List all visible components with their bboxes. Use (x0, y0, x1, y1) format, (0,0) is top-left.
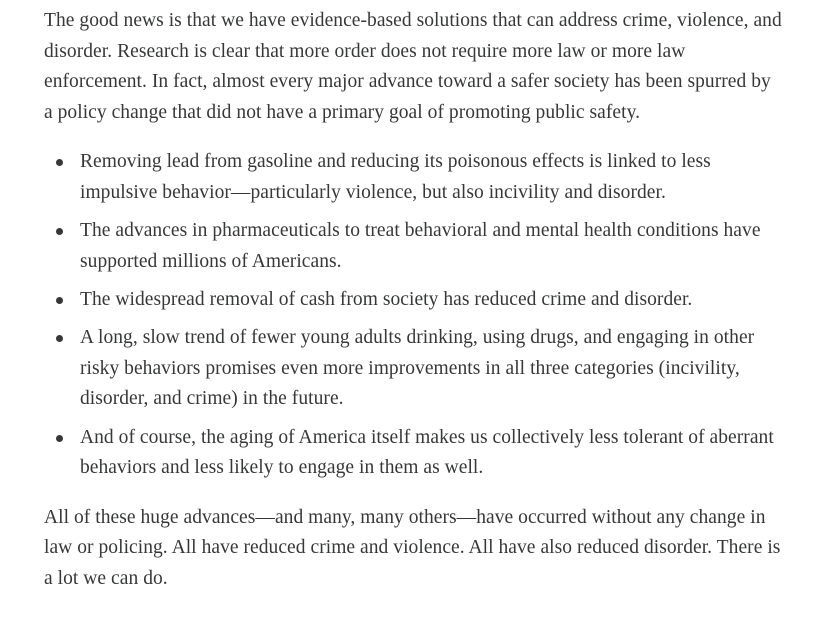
list-item-text: A long, slow trend of fewer young adults drinking, using drugs, and engaging in other risky behaviors promises even more improvements in all three categories (incivility, disorder, and crime) in the future. (80, 327, 755, 410)
article-body (44, 6, 784, 594)
list-item-text: And of course, the aging of America itself makes us collectively less tolerant of aberrant behaviors and less likely to engage in them as well. (80, 426, 774, 479)
conclusion-paragraph: All of these huge advances—and many, many others—have occurred without any change in law or policing. All have reduced crime and violence. All have also reduced disorder. There is a lot we can do. (44, 506, 781, 589)
list-item (44, 323, 784, 415)
list-item-text: The widespread removal of cash from society has reduced crime and disorder. (80, 288, 693, 310)
list-item (44, 285, 784, 316)
bullet-icon (56, 159, 63, 166)
bullet-icon (56, 297, 63, 304)
list-item-text: Removing lead from gasoline and reducing its poisonous effects is linked to less impulsive behavior—particularly violence, but also incivility and disorder. (80, 151, 711, 203)
bullet-icon (56, 335, 63, 342)
list-item (44, 147, 784, 208)
bullet-icon (56, 228, 63, 235)
list-item-text: The advances in pharmaceuticals to treat behavioral and mental health conditions have supported millions of Americans. (80, 220, 761, 272)
intro-paragraph: The good news is that we have evidence-based solutions that can address crime, violence, and disorder. Research is clear that more order does not require more law or more law enforcement. In fact, almost every major advance toward a safer society has been spurred by a policy change that did not have a primary goal of promoting public safety. (44, 10, 782, 123)
solutions-list (44, 147, 784, 483)
list-item (44, 423, 784, 484)
bullet-icon (56, 435, 63, 442)
list-item (44, 216, 784, 277)
